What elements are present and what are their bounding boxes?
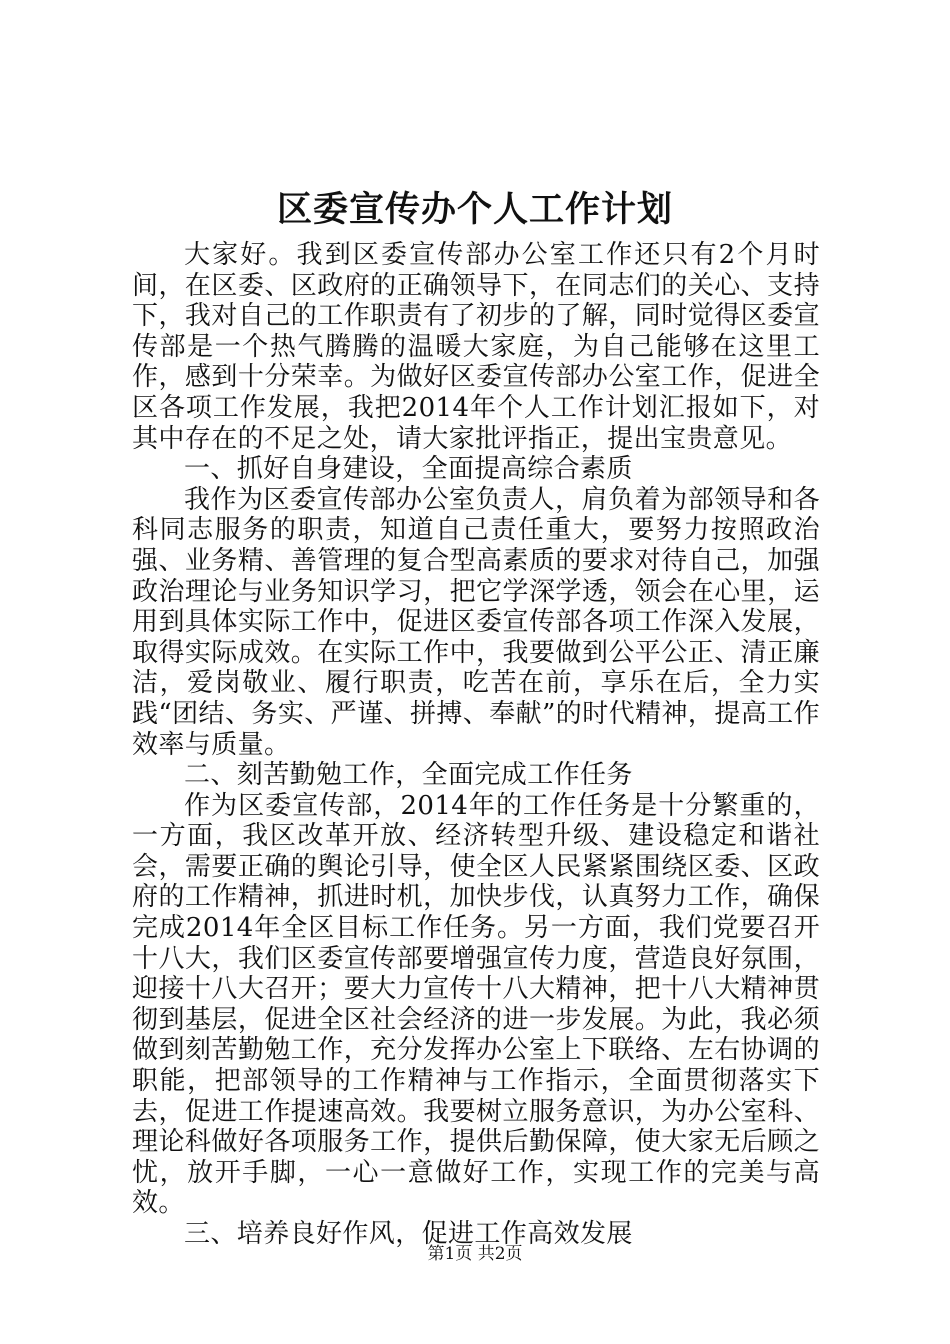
section-heading-3: 三、培养良好作风，促进工作高效发展: [184, 1219, 633, 1249]
document-body: [132, 240, 820, 1250]
paragraph-section-1: 我作为区委宣传部办公室负责人，肩负着为部领导和各科同志服务的职责，知道自己责任重大，要努力按照政治强、业务精、善管理的复合型高素质的要求对待自己，加强政治理论与业务知识学习，把它学深学透，领会在心里，运用到具体实际工作中，促进区委宣传部各项工作深入发展，取得实际成效。在实际工作中，我要做到公平公正、清正廉洁，爱岗敬业、履行职责，吃苦在前，享乐在后，全力实践“团结、务实、严谨、拼搏、奉献”的时代精神，提高工作效率与质量。: [132, 484, 820, 760]
section-heading-2: 二、刻苦勤勉工作，全面完成工作任务: [184, 760, 633, 791]
page-title: 区委宣传办个人工作计划: [276, 189, 673, 230]
section-heading-1: 一、抓好自身建设，全面提高综合素质: [184, 454, 633, 485]
page-footer: 第1页 共2页: [427, 1244, 523, 1264]
paragraph-intro: 大家好。我到区委宣传部办公室工作还只有2个月时间，在区委、区政府的正确领导下，在同志们的关心、支持下，我对自己的工作职责有了初步的了解，同时觉得区委宣传部是一个热气腾腾的温暖大家庭，为自己能够在这里工作，感到十分荣幸。为做好区委宣传部办公室工作，促进全区各项工作发展，我把2014年个人工作计划汇报如下，对其中存在的不足之处，请大家批评指正，提出宝贵意见。: [132, 240, 820, 454]
paragraph-section-2: 作为区委宣传部，2014年的工作任务是十分繁重的，一方面，我区改革开放、经济转型升级、建设稳定和谐社会，需要正确的舆论引导，使全区人民紧紧围绕区委、区政府的工作精神，抓进时机，加快步伐，认真努力工作，确保完成2014年全区目标工作任务。另一方面，我们党要召开十八大，我们区委宣传部要增强宣传力度，营造良好氛围，迎接十八大召开；要大力宣传十八大精神，把十八大精神贯彻到基层，促进全区社会经济的进一步发展。为此，我必须做到刻苦勤勉工作，充分发挥办公室上下联络、左右协调的职能，把部领导的工作精神与工作指示，全面贯彻落实下去，促进工作提速高效。我要树立服务意识，为办公室科、理论科做好各项服务工作，提供后勤保障，使大家无后顾之忧，放开手脚，一心一意做好工作，实现工作的完美与高效。: [132, 790, 820, 1219]
